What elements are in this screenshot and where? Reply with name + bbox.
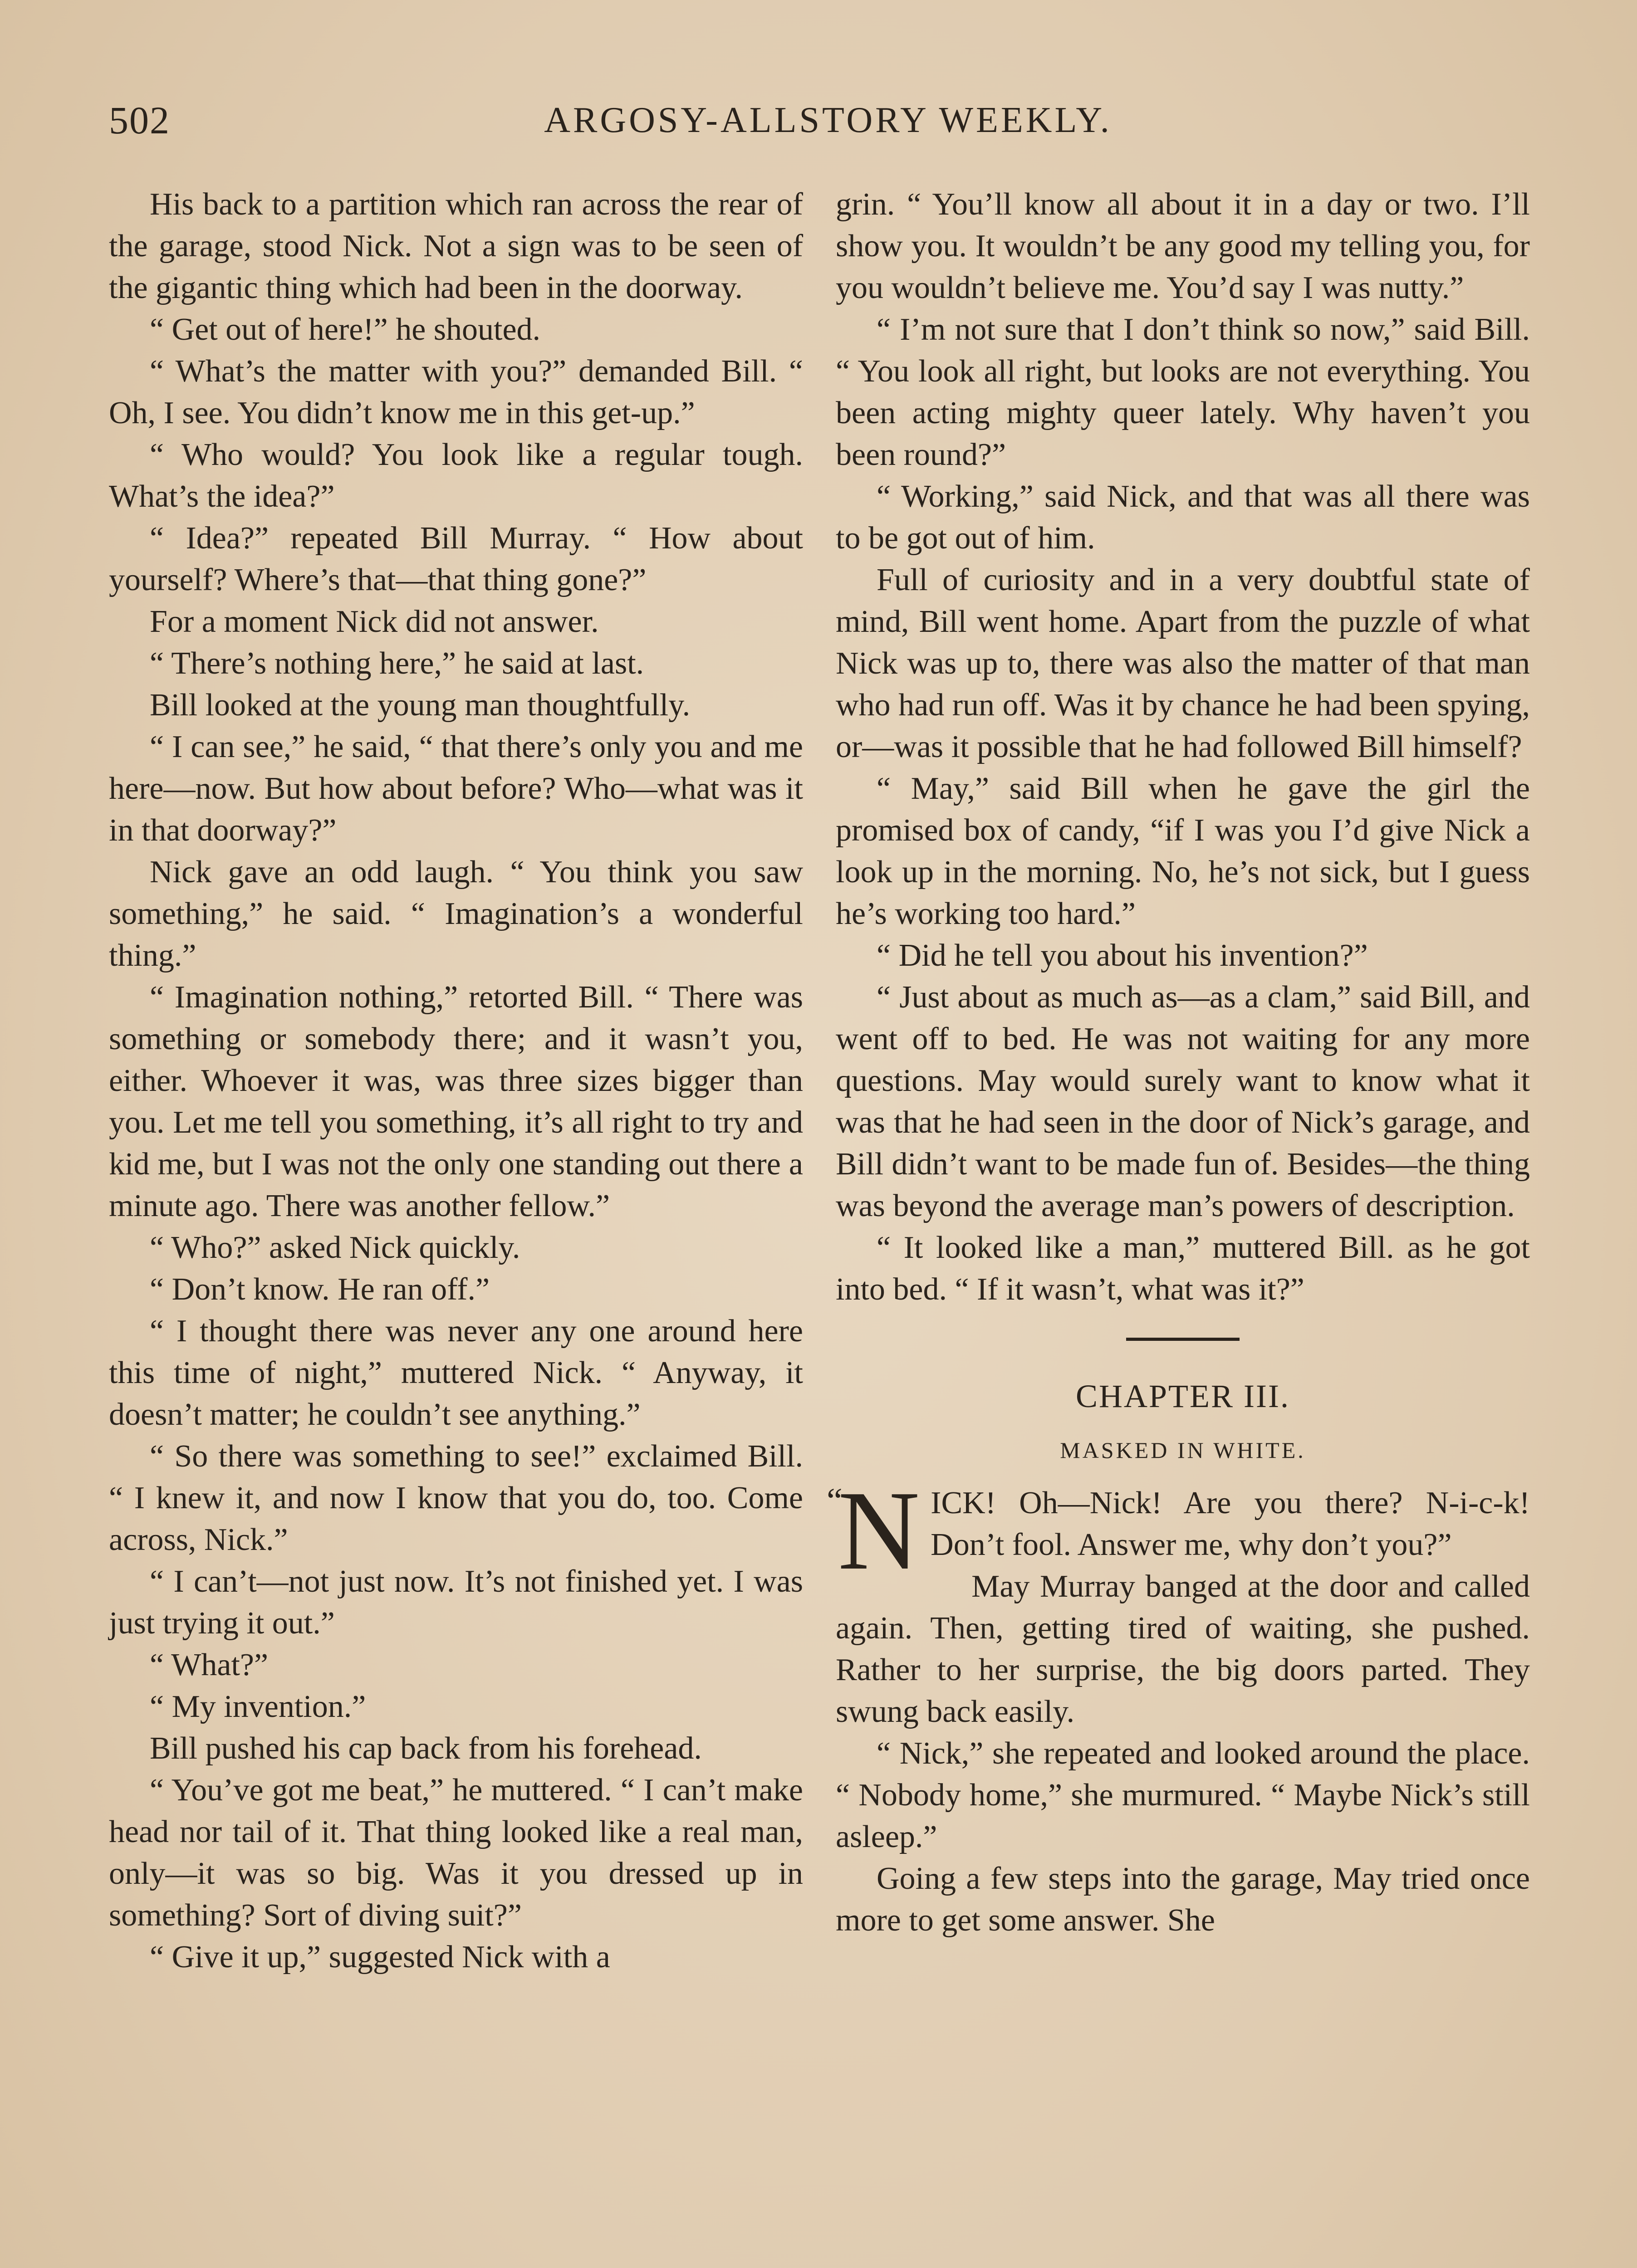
paragraph: “ It looked like a man,” muttered Bill. as he got into bed. “ If it wasn’t, what was it?” [836,1230,1530,1307]
continued-paragraph: grin. “ You’ll know all about it in a day or two. I’ll show you. It wouldn’t be any good my telling you, for you wouldn’t believe me. You’d say I was nutty.” [836,187,1530,305]
paragraph: “ I can’t—not just now. It’s not finished yet. I was just trying it out.” [109,1564,803,1641]
paragraph: “ What?” [150,1647,269,1682]
paragraph: May Murray banged at the door and called again. Then, getting tired of waiting, she pushed. Rather to her surprise, the big doors parted. They swung back easily. [836,1569,1530,1729]
paragraph: “ What’s the matter with you?” demanded Bill. “ Oh, I see. You didn’t know me in this get-up.” [109,354,803,430]
paragraph: Nick gave an odd laugh. “ You think you saw something,” he said. “ Imagination’s a wonderful thing.” [109,855,803,973]
paragraph: “ Don’t know. He ran off.” [150,1272,490,1307]
page-number: 502 [109,98,170,142]
paragraph: “ Who would? You look like a regular tough. What’s the idea?” [109,437,803,514]
paragraph: “ I can see,” he said, “ that there’s only you and me here—now. But how about before? Who—what was it in that doorway?” [109,729,803,848]
paragraph: Full of curiosity and in a very doubtful state of mind, Bill went home. Apart from the puzzle of what Nick was up to, there was also the matter of that man who had run off. Was it by chance he had been spying, or—was it possible that he had followed Bill himself? [836,562,1530,764]
drop-cap: N [838,1468,920,1593]
paragraph: Bill pushed his cap back from his forehead. [150,1731,702,1766]
paragraph: “ I thought there was never any one around here this time of night,” muttered Nick. “ Anyway, it doesn’t matter; he couldn’t see anything.” [109,1314,803,1432]
chapter-opening-text: ICK! Oh—Nick! Are you there? N-i-c-k! Don’t fool. Answer me, why don’t you?” [931,1486,1530,1562]
paragraph: His back to a partition which ran across the rear of the garage, stood Nick. Not a sign was to be seen of the gigantic thing which had been in the doorway. [109,187,803,305]
paragraph: “ So there was something to see!” exclaimed Bill. “ I knew it, and now I know that you do, too. Come across, Nick.” [109,1439,803,1557]
section-divider [1126,1338,1240,1341]
opening-quote-mark: “ [827,1481,843,1520]
chapter-subtitle: MASKED IN WHITE. [1060,1437,1306,1463]
right-column [827,184,1530,1941]
paragraph: “ Imagination nothing,” retorted Bill. “ There was something or somebody there; and it wasn’t you, either. Whoever it was, was three sizes bigger than you. Let me tell you something, it’s all right to try and kid me, but I was not the only one standing out there a minute ago. There was another fellow.” [109,980,803,1223]
paragraph: “ Who?” asked Nick quickly. [150,1230,520,1265]
paragraph: “ Just about as much as—as a clam,” said Bill, and went off to bed. He was not waiting for any more questions. May would surely want to know what it was that he had seen in the door of Nick’s garage, and Bill didn’t want to be made fun of. Besides—the thing was beyond the average man’s powers of description. [836,980,1530,1223]
paragraph: Going a few steps into the garage, May tried once more to get some answer. She [836,1861,1530,1938]
paragraph: “ Get out of here!” he shouted. [150,312,541,347]
chapter-heading: CHAPTER III. [1076,1378,1290,1414]
paragraph: “ There’s nothing here,” he said at last. [150,646,644,681]
page-header [109,95,1547,145]
paragraph: Bill looked at the young man thoughtfully. [150,688,691,723]
paragraph: “ Give it up,” suggested Nick with a [150,1940,610,1975]
running-title: ARGOSY-ALLSTORY WEEKLY. [544,100,1112,140]
left-column [109,184,803,1978]
paragraph: For a moment Nick did not answer. [150,604,599,639]
paragraph: “ You’ve got me beat,” he muttered. “ I can’t make head nor tail of it. That thing looked like a real man, only—it was so big. Was it you dressed up in something? Sort of diving suit?” [109,1773,803,1933]
paragraph: “ Idea?” repeated Bill Murray. “ How about yourself? Where’s that—that thing gone?” [109,521,803,597]
paragraph: “ I’m not sure that I don’t think so now,” said Bill. “ You look all right, but looks are not everything. You been acting mighty queer lately. Why haven’t you been round?” [836,312,1530,472]
paragraph: “ May,” said Bill when he gave the girl the promised box of candy, “if I was you I’d give Nick a look up in the morning. No, he’s not sick, but I guess he’s working too hard.” [836,771,1530,931]
paragraph: “ Working,” said Nick, and that was all there was to be got out of him. [836,479,1530,556]
paragraph: “ My invention.” [150,1689,366,1724]
paragraph: “ Nick,” she repeated and looked around the place. “ Nobody home,” she murmured. “ Maybe Nick’s still asleep.” [836,1736,1530,1854]
paragraph: “ Did he tell you about his invention?” [877,938,1368,973]
chapter-opening-paragraph [827,1468,1530,1593]
